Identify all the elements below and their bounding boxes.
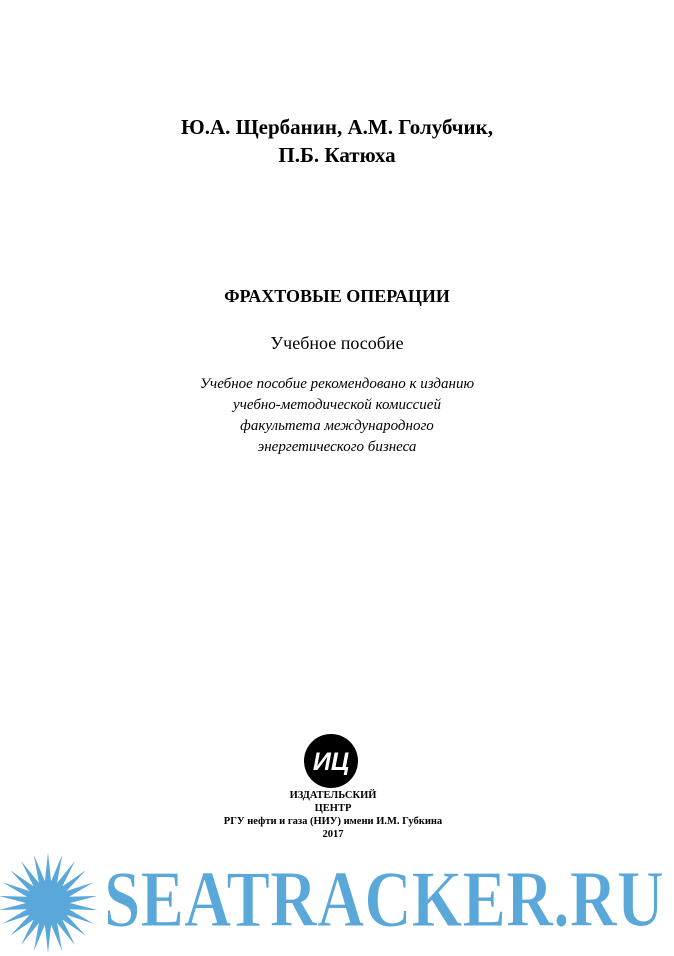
recommendation-line-1: Учебное пособие рекомендовано к изданию bbox=[199, 376, 475, 392]
sun-icon bbox=[0, 853, 98, 953]
book-title: ФРАХТОВЫЕ ОПЕРАЦИИ bbox=[224, 286, 450, 306]
publisher-line-2: ЦЕНТР bbox=[314, 803, 352, 814]
publisher-logo bbox=[303, 733, 359, 789]
publisher-year: 2017 bbox=[322, 829, 344, 840]
publisher-line-1: ИЗДАТЕЛЬСКИЙ bbox=[289, 790, 377, 801]
book-subtitle: Учебное пособие bbox=[270, 333, 404, 353]
watermark bbox=[0, 845, 674, 956]
publisher-line-3: РГУ нефти и газа (НИУ) имени И.М. Губкина bbox=[223, 816, 443, 827]
authors-line-1: Ю.А. Щербанин, А.М. Голубчик, bbox=[181, 115, 493, 139]
recommendation-line-2: учебно-методической комиссией bbox=[233, 397, 441, 413]
authors-line-2: П.Б. Катюха bbox=[278, 143, 396, 167]
recommendation-line-4: энергетического бизнеса bbox=[257, 439, 417, 455]
publisher-logo-text: ИЦ bbox=[312, 748, 350, 776]
recommendation-line-3: факультета международного bbox=[240, 418, 434, 434]
watermark-text: SEATRACKER.RU bbox=[104, 856, 664, 944]
